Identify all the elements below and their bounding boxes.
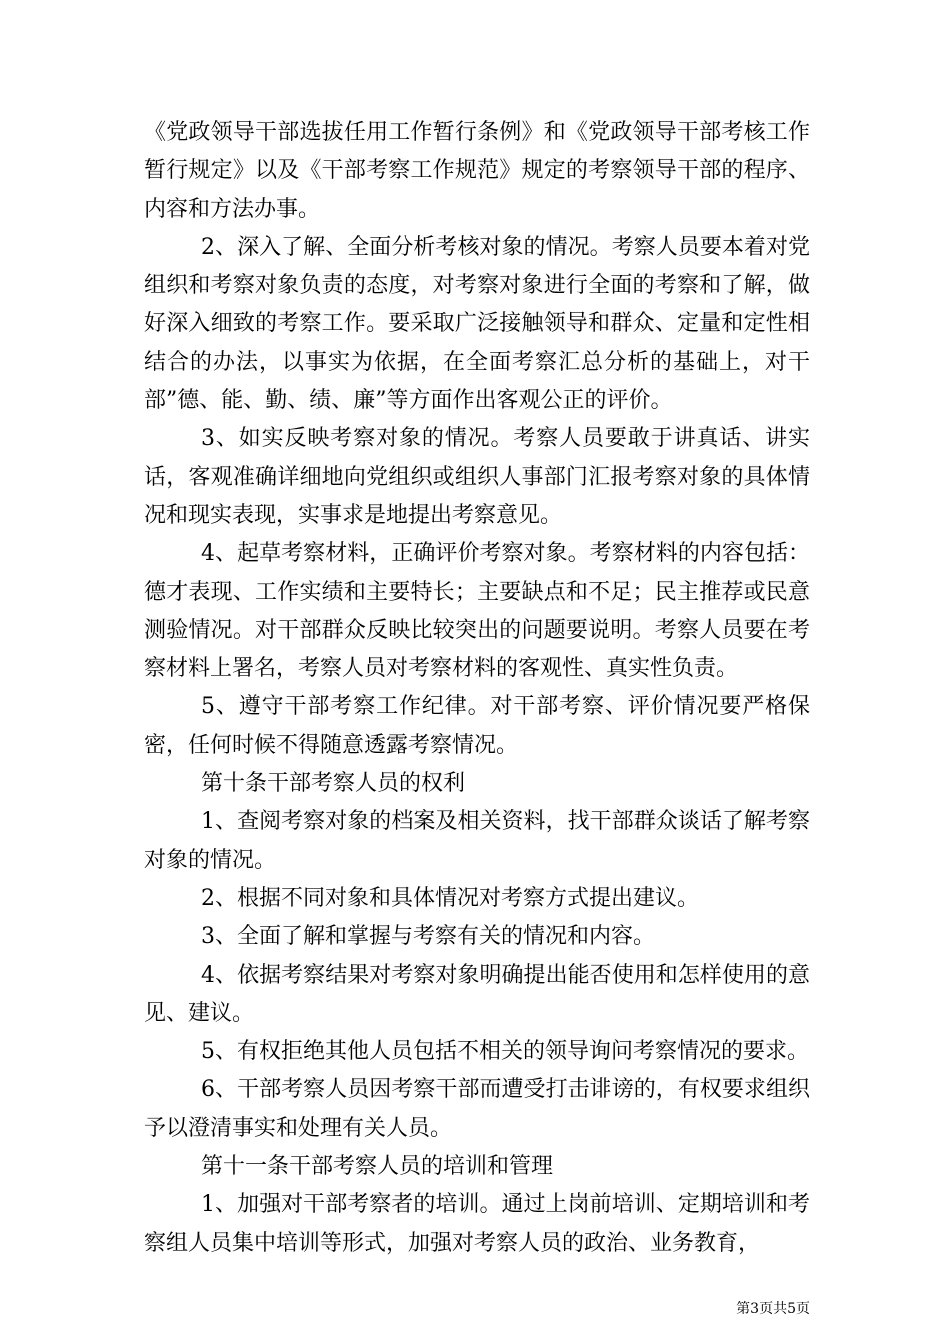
- paragraph-5: 5、遵守干部考察工作纪律。对干部考察、评价情况要严格保密，任何时候不得随意透露考察情况。: [144, 694, 810, 758]
- paragraph-1: 《党政领导干部选拔任用工作暂行条例》和《党政领导干部考核工作暂行规定》以及《干部考察工作规范》规定的考察领导干部的程序、内容和方法办事。: [144, 120, 810, 222]
- paragraph-8: 2、根据不同对象和具体情况对考察方式提出建议。: [201, 885, 699, 911]
- paragraph-4: 4、起草考察材料，正确评价考察对象。考察材料的内容包括：德才表现、工作实绩和主要特长；主要缺点和不足；民主推荐或民意测验情况。对干部群众反映比较突出的问题要说明。考察人员要在考察材料上署名，考察人员对考察材料的客观性、真实性负责。: [144, 541, 810, 682]
- section-heading-article-11: 第十一条干部考察人员的培训和管理: [201, 1154, 554, 1180]
- paragraph-10: 4、依据考察结果对考察对象明确提出能否使用和怎样使用的意见、建议。: [144, 962, 810, 1026]
- document-body: [144, 114, 810, 1263]
- paragraph-9: 3、全面了解和掌握与考察有关的情况和内容。: [201, 924, 655, 950]
- section-heading-article-10: 第十条干部考察人员的权利: [201, 771, 466, 797]
- paragraph-3: 3、如实反映考察对象的情况。考察人员要敢于讲真话、讲实话，客观准确详细地向党组织或组织人事部门汇报考察对象的具体情况和现实表现，实事求是地提出考察意见。: [144, 426, 810, 528]
- paragraph-7: 1、查阅考察对象的档案及相关资料，找干部群众谈话了解考察对象的情况。: [144, 809, 810, 873]
- paragraph-12: 6、干部考察人员因考察干部而遭受打击诽谤的，有权要求组织予以澄清事实和处理有关人员。: [144, 1077, 810, 1141]
- paragraph-11: 5、有权拒绝其他人员包括不相关的领导询问考察情况的要求。: [201, 1039, 809, 1065]
- paragraph-2: 2、深入了解、全面分析考核对象的情况。考察人员要本着对党组织和考察对象负责的态度，对考察对象进行全面的考察和了解，做好深入细致的考察工作。要采取广泛接触领导和群众、定量和定性相结合的办法，以事实为依据，在全面考察汇总分析的基础上，对干部”德、能、勤、绩、廉”等方面作出客观公正的评价。: [144, 234, 810, 414]
- page-number: 第3页共5页: [736, 1301, 810, 1317]
- paragraph-14: 1、加强对干部考察者的培训。通过上岗前培训、定期培训和考察组人员集中培训等形式，加强对考察人员的政治、业务教育，: [144, 1192, 810, 1256]
